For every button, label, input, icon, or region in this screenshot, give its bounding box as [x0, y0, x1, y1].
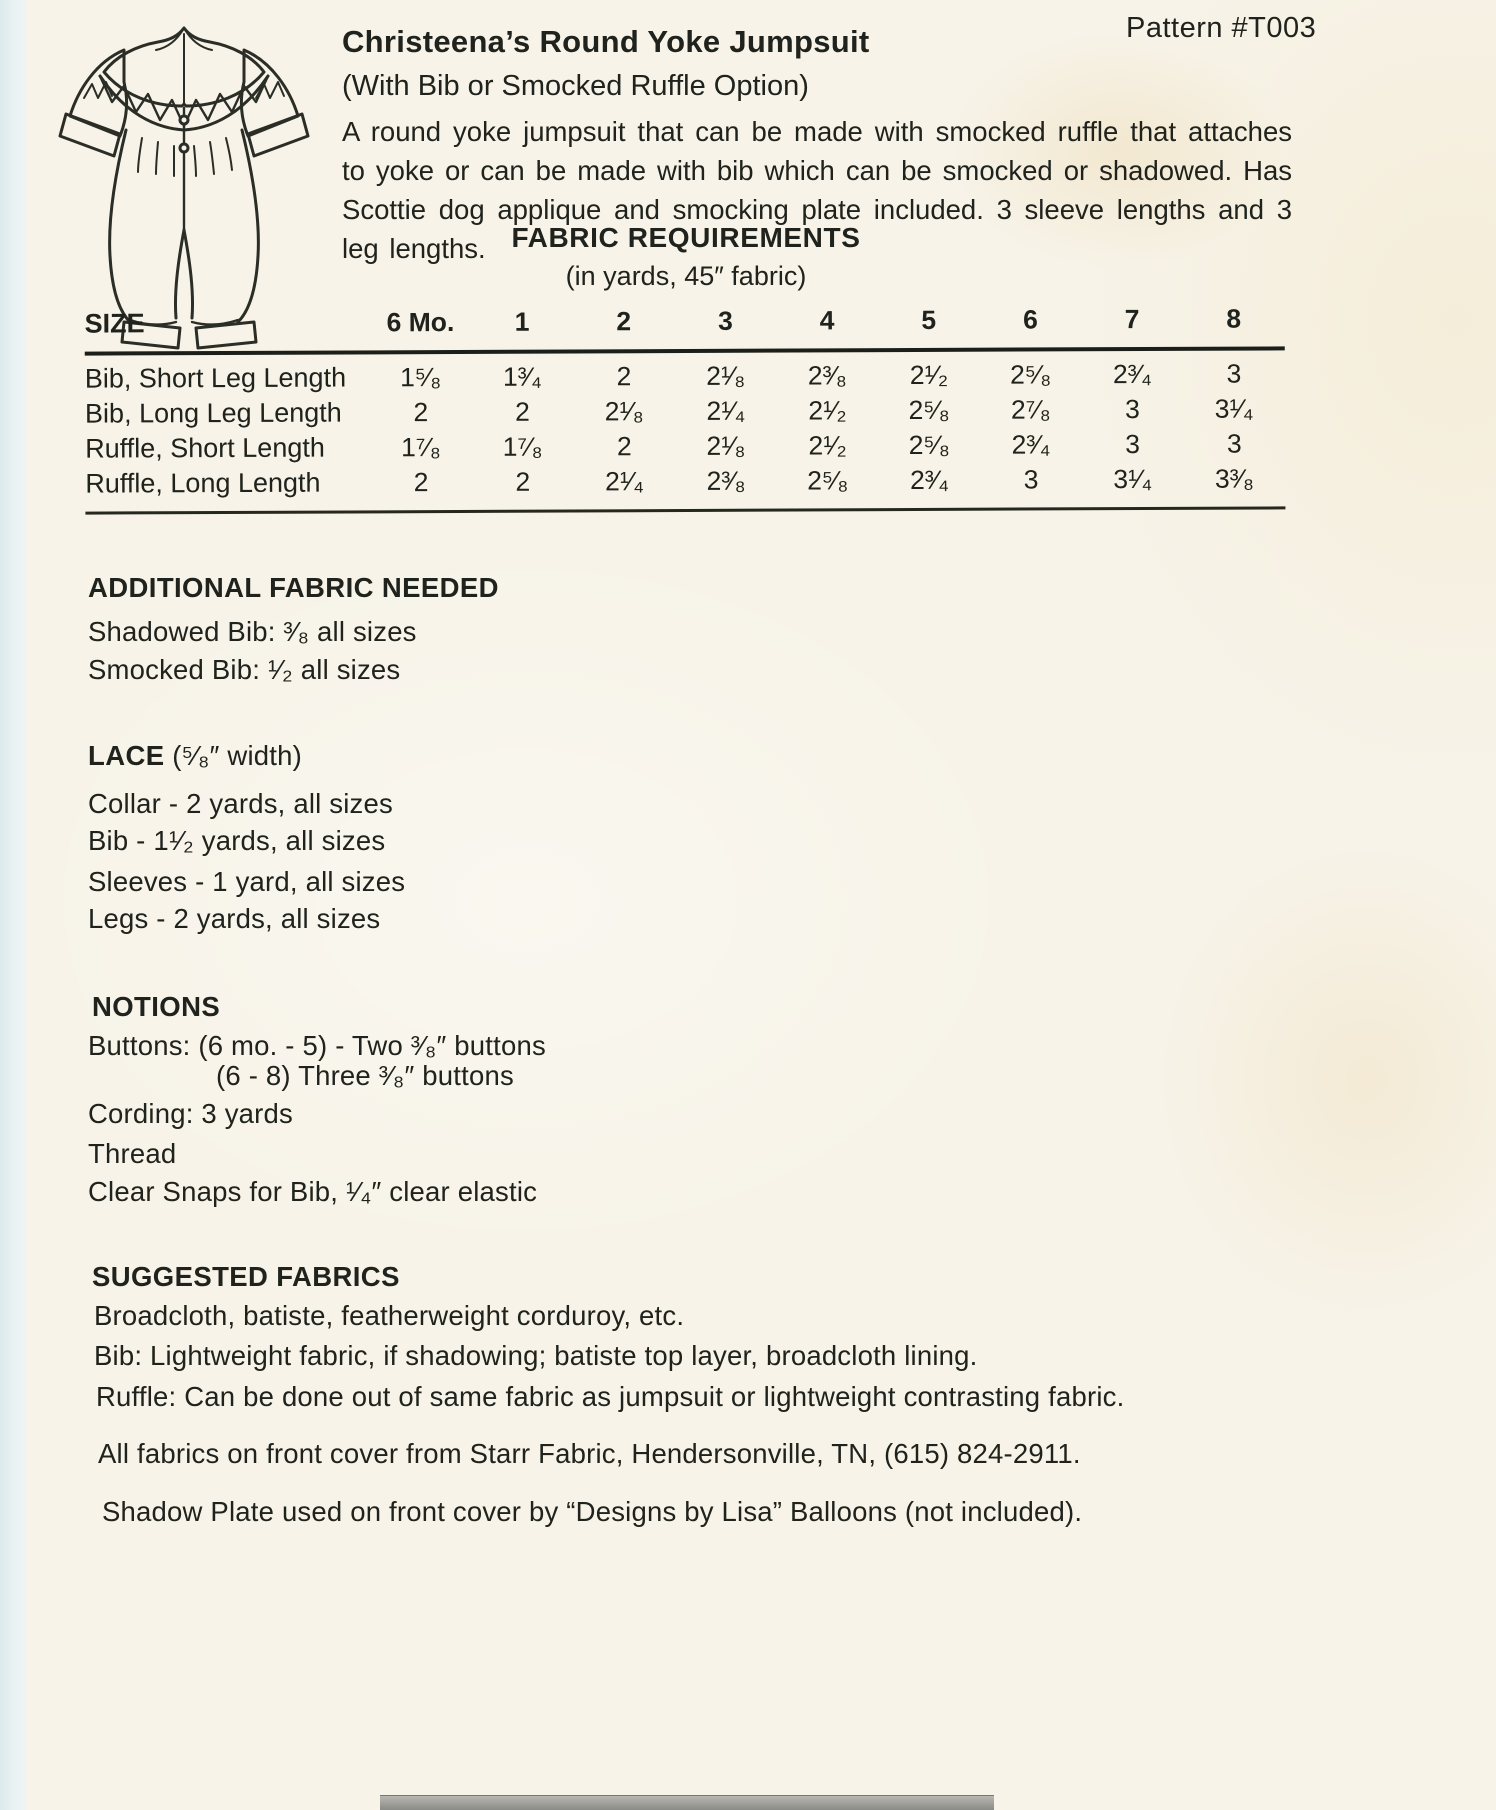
page-subtitle: (With Bib or Smocked Ruffle Option) — [342, 70, 809, 102]
table-row — [85, 393, 1285, 433]
column-header: 7 — [1124, 304, 1140, 335]
table-cell: 2³⁄₄ — [1112, 358, 1152, 390]
table-cell: 3¹⁄₄ — [1113, 463, 1153, 495]
row-label: Bib, Long Leg Length — [84, 397, 342, 429]
table-cell: 2 — [616, 361, 632, 392]
lace-bib-line: Bib - 1¹⁄₂ yards, all sizes — [88, 825, 386, 856]
table-cell: 3 — [1023, 464, 1039, 495]
table-cell: 2¹⁄₈ — [706, 360, 746, 391]
page-title: Christeena’s Round Yoke Jumpsuit — [342, 24, 870, 59]
table-cell: 1³⁄₄ — [502, 361, 542, 392]
table-cell: 3 — [1226, 428, 1242, 459]
lace-heading-line — [88, 740, 302, 772]
column-header: 3 — [717, 305, 733, 336]
table-row — [85, 358, 1285, 398]
column-header: 2 — [616, 306, 632, 337]
table-cell: 2⁵⁄₈ — [807, 465, 849, 496]
table-cell: 2¹⁄₂ — [808, 430, 847, 461]
table-cell: 1⁷⁄₈ — [401, 432, 441, 463]
row-label: Bib, Short Leg Length — [84, 362, 347, 394]
table-cell: 1⁷⁄₈ — [502, 431, 543, 462]
smocked-bib-line: Smocked Bib: ¹⁄₂ all sizes — [88, 654, 401, 685]
table-cell: 3³⁄₈ — [1214, 463, 1255, 494]
buttons-line-1: Buttons: (6 mo. - 5) - Two ³⁄₈″ buttons — [88, 1030, 546, 1061]
table-cell: 2¹⁄₂ — [909, 359, 949, 391]
table-cell: 2¹⁄₄ — [706, 395, 746, 426]
table-cell: 2 — [616, 431, 632, 462]
buttons-line-2: (6 - 8) Three ³⁄₈″ buttons — [216, 1060, 514, 1091]
column-header: 5 — [921, 304, 937, 335]
table-cell: 2⁵⁄₈ — [908, 394, 950, 426]
suggested-fabrics-line-1: Broadcloth, batiste, featherweight corduroy, etc. — [94, 1300, 685, 1331]
table-cell: 2⁵⁄₈ — [1010, 359, 1052, 390]
fabric-source-line: All fabrics on front cover from Starr Fabric, Hendersonville, TN, (615) 824-2911. — [98, 1438, 1081, 1469]
table-cell: 2³⁄₈ — [706, 465, 746, 496]
table-cell: 2 — [413, 397, 429, 428]
row-label: Ruffle, Short Length — [85, 432, 325, 464]
table-cell: 2³⁄₄ — [1011, 429, 1051, 460]
table-cell: 3¹⁄₄ — [1214, 393, 1254, 424]
lace-legs-line: Legs - 2 yards, all sizes — [88, 903, 381, 934]
table-bottom-rule — [85, 506, 1285, 514]
table-cell: 3 — [1125, 394, 1140, 425]
table-cell: 2³⁄₄ — [909, 464, 949, 496]
table-cell: 2¹⁄₈ — [706, 430, 746, 461]
suggested-fabrics-heading: SUGGESTED FABRICS — [92, 1261, 400, 1292]
thread-line: Thread — [88, 1138, 177, 1169]
column-header: 6 Mo. — [386, 307, 455, 338]
additional-fabric-heading: ADDITIONAL FABRIC NEEDED — [88, 572, 499, 603]
table-cell: 2¹⁄₂ — [808, 395, 847, 426]
table-cell: 2 — [515, 466, 531, 497]
table-row — [85, 428, 1285, 468]
paper-sheet — [26, 0, 1496, 1810]
lace-heading-note: (⁵⁄₈″ width) — [164, 740, 302, 771]
table-cell: 2 — [413, 467, 429, 498]
notions-heading: NOTIONS — [92, 991, 221, 1022]
shadow-plate-line: Shadow Plate used on front cover by “Designs by Lisa” Balloons (not included). — [102, 1496, 1083, 1527]
description-paragraph: A round yoke jumpsuit that can be made with smocked ruffle that attaches to yoke or can be made with bib which can be smocked or shadowed. Has Scottie dog applique and smocking plate included. 3 sleeve lengths and 3 leg lengths. — [342, 116, 1292, 265]
column-header: 8 — [1226, 303, 1242, 334]
table-cell: 3 — [1125, 429, 1141, 460]
table-cell: 2 — [515, 396, 530, 427]
fabric-requirements-table — [85, 303, 1286, 514]
table-row — [85, 463, 1285, 503]
column-header: 1 — [514, 306, 530, 337]
table-cell: 3 — [1226, 358, 1242, 389]
shadowed-bib-line: Shadowed Bib: ³⁄₈ all sizes — [88, 616, 417, 647]
cording-line: Cording: 3 yards — [88, 1098, 293, 1129]
scan-bottom-sheet-edge — [380, 1795, 994, 1810]
suggested-fabrics-line-2: Bib: Lightweight fabric, if shadowing; batiste top layer, broadcloth lining. — [94, 1340, 978, 1371]
column-header: 4 — [819, 305, 835, 336]
fabric-requirements-heading: FABRIC REQUIREMENTS — [511, 222, 861, 253]
body — [110, 108, 259, 325]
table-top-rule — [85, 346, 1285, 355]
table-cell: 2¹⁄₈ — [604, 396, 644, 427]
column-header: 6 — [1022, 304, 1038, 335]
table-cell: 1⁵⁄₈ — [400, 362, 442, 393]
table-cell: 2⁵⁄₈ — [908, 429, 950, 461]
lace-heading: LACE — [88, 740, 165, 771]
lace-sleeves-line: Sleeves - 1 yard, all sizes — [88, 866, 406, 897]
column-header-size: SIZE — [84, 308, 145, 339]
fabric-requirements-subheading: (in yards, 45″ fabric) — [565, 261, 807, 291]
pattern-number: Pattern #T003 — [1126, 12, 1317, 44]
table-cell: 2¹⁄₄ — [604, 466, 644, 497]
row-label: Ruffle, Long Length — [85, 467, 321, 499]
suggested-fabrics-line-3: Ruffle: Can be done out of same fabric as jumpsuit or lightweight contrasting fabric. — [96, 1381, 1125, 1412]
lace-collar-line: Collar - 2 yards, all sizes — [88, 788, 393, 819]
table-header-row — [85, 303, 1285, 343]
jumpsuit-illustration — [24, 4, 346, 350]
table-cell: 2³⁄₈ — [807, 360, 847, 391]
clear-snaps-line: Clear Snaps for Bib, ¹⁄₄″ clear elastic — [88, 1176, 538, 1207]
table-cell: 2⁷⁄₈ — [1010, 394, 1051, 425]
